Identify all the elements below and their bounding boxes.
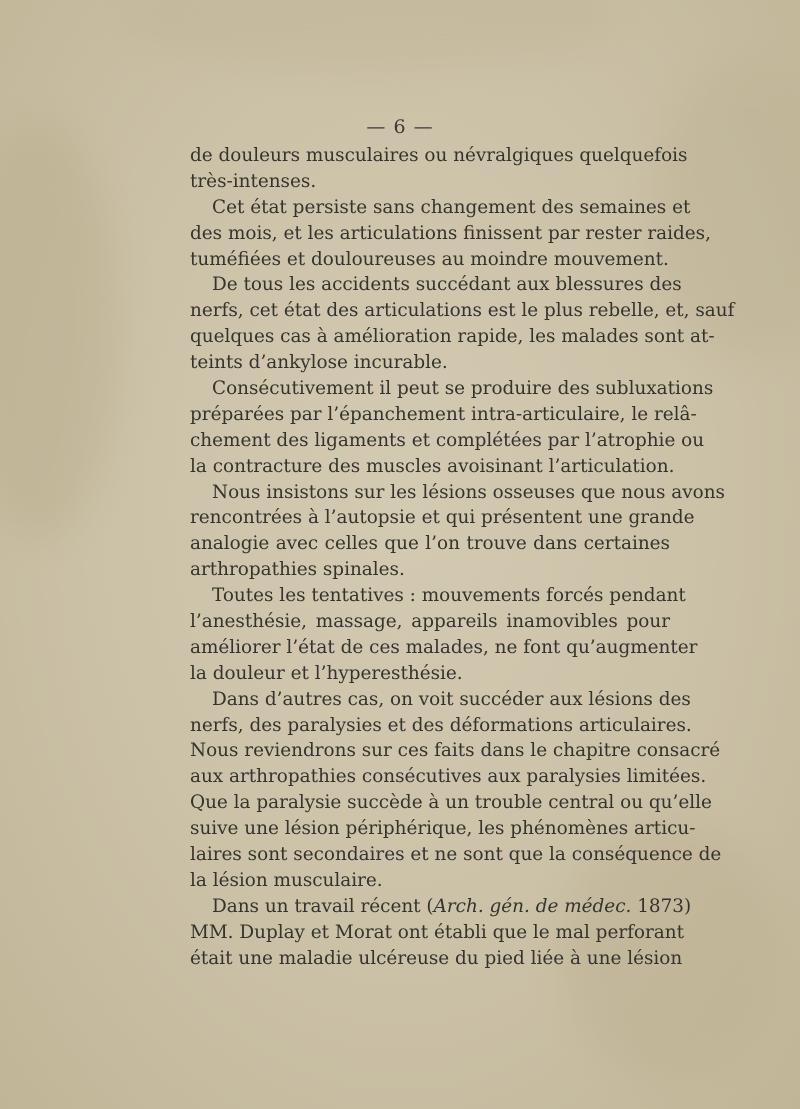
text-line: arthropathies spinales. [190, 559, 405, 581]
paper-stain [0, 120, 120, 540]
body-text [190, 143, 735, 972]
text-line: améliorer l’état de ces malades, ne font qu’augmenter [190, 636, 698, 658]
text-line: teints d’ankylose incurable. [190, 352, 448, 374]
text-line: la douleur et l’hyperesthésie. [190, 662, 463, 684]
text-line [190, 894, 692, 920]
text-line: préparées par l’épanchement intra-articulaire, le relâ- [190, 403, 697, 425]
text-fragment: 1873) [631, 895, 692, 917]
text-line: des mois, et les articulations finissent par rester raides, [190, 222, 711, 244]
text-line: tuméfiées et douloureuses au moindre mouvement. [190, 248, 669, 270]
text-line: Nous reviendrons sur ces faits dans le chapitre consacré [190, 740, 721, 762]
text-line: laires sont secondaires et ne sont que la conséquence de [190, 844, 722, 866]
text-line: quelques cas à amélioration rapide, les malades sont at- [190, 326, 715, 348]
text-line: la contracture des muscles avoisinant l’articulation. [190, 455, 675, 477]
text-line: Que la paralysie succède à un trouble central ou qu’elle [190, 792, 712, 814]
text-line: De tous les accidents succédant aux blessures des [212, 274, 682, 296]
text-line: Toutes les tentatives : mouvements forcés pendant [212, 585, 686, 607]
text-line: suive une lésion périphérique, les phénomènes articu- [190, 818, 696, 840]
citation-italic: Arch. gén. de médec. [433, 895, 632, 917]
text-line: nerfs, des paralysies et des déformations articulaires. [190, 714, 692, 736]
text-line: Cet état persiste sans changement des semaines et [212, 196, 691, 218]
text-line: MM. Duplay et Morat ont établi que le mal perforant [190, 921, 684, 943]
text-line: rencontrées à l’autopsie et qui présentent une grande [190, 507, 695, 529]
text-line: Consécutivement il peut se produire des subluxations [212, 378, 714, 400]
text-line: de douleurs musculaires ou névralgiques quelquefois [190, 145, 688, 166]
text-line: très-intenses. [190, 170, 317, 192]
text-line: Dans d’autres cas, on voit succéder aux lésions des [212, 688, 691, 710]
text-fragment: Dans un travail récent ( [212, 895, 434, 917]
paper-stain [120, 0, 620, 70]
text-line: analogie avec celles que l’on trouve dans certaines [190, 533, 670, 555]
text-line: était une maladie ulcéreuse du pied liée à une lésion [190, 947, 683, 969]
text-line: nerfs, cet état des articulations est le plus rebelle, et, sauf [190, 300, 735, 322]
text-line: la lésion musculaire. [190, 869, 383, 891]
text-line: l’anesthésie, massage, appareils inamovibles pour [190, 611, 670, 633]
text-line: aux arthropathies consécutives aux paralysies limitées. [190, 766, 707, 788]
text-line: chement des ligaments et complétées par l’atrophie ou [190, 429, 705, 451]
text-line: Nous insistons sur les lésions osseuses que nous avons [212, 481, 725, 503]
page-number: — 6 — [366, 116, 434, 138]
